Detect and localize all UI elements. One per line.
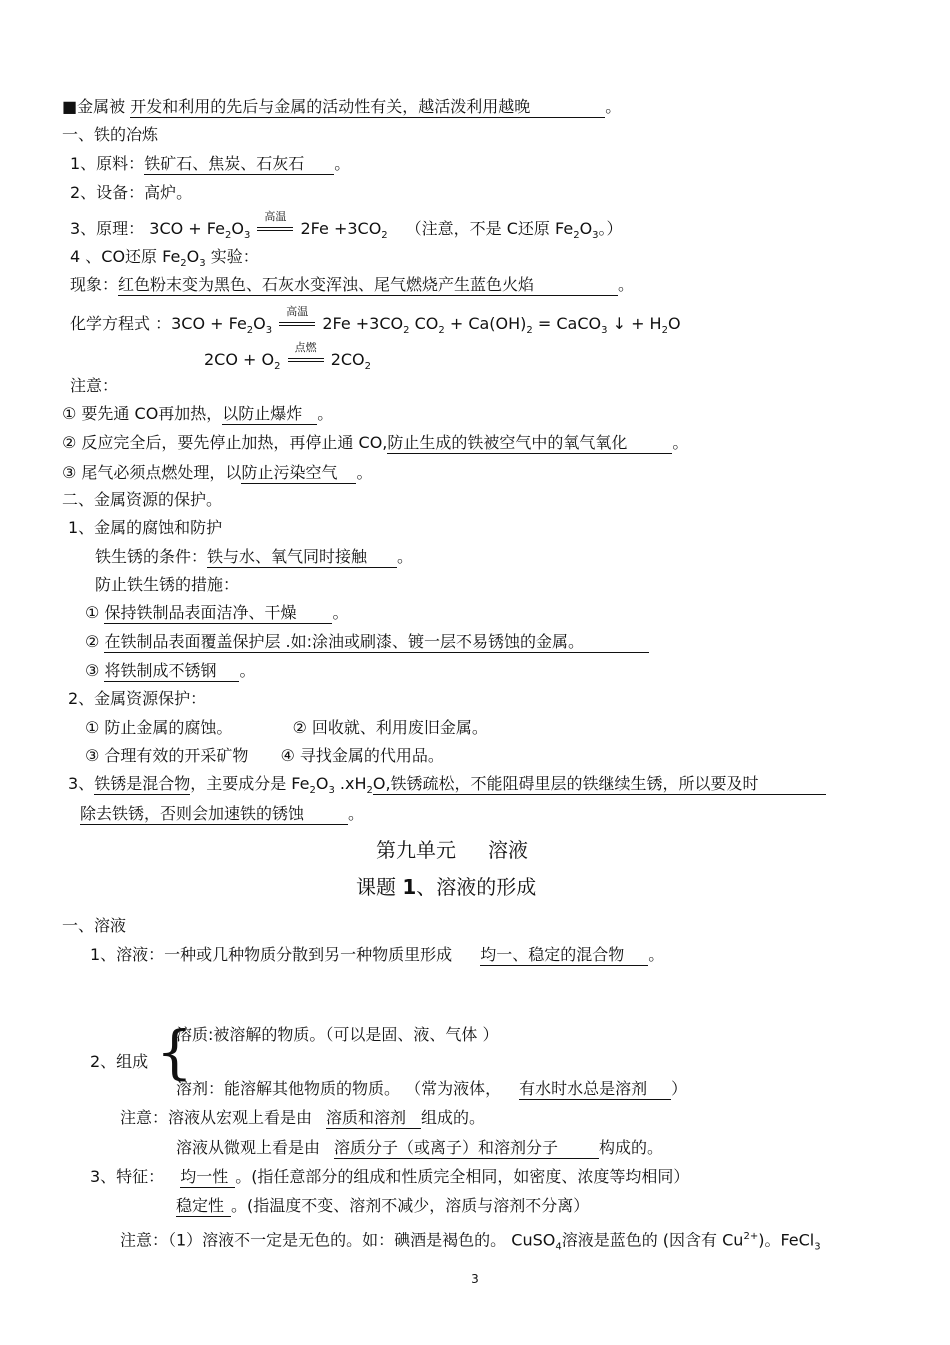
- note-item-3: ③ 尾气必须点燃处理，以防止污染空气 。: [62, 463, 373, 482]
- protection-row-1: ① 防止金属的腐蚀。 ② 回收就、利用废旧金属。: [85, 718, 488, 737]
- section-heading-3: 一、溶液: [62, 916, 127, 935]
- composition-label: 2、组成: [90, 1052, 149, 1071]
- intro-line: ■金属被 开发和利用的先后与金属的活动性有关，越活泼利用越晚 。: [62, 97, 622, 116]
- reaction-condition: 高温: [277, 313, 317, 335]
- resource-protection-heading: 2、金属资源保护：: [68, 689, 207, 708]
- principle-line: 3、原理： $3CO + Fe_2O_3$ 高温 $2Fe +3CO_2$ （注意，不是 C还原 $Fe_2O_3$。）: [70, 210, 623, 242]
- macro-note: 注意：溶液从宏观上看是由 溶质和溶剂 组成的。: [120, 1108, 486, 1127]
- unit-title: 第九单元 溶液: [376, 838, 528, 862]
- subsection-heading: 1、金属的腐蚀和防护: [68, 518, 223, 537]
- feature-line-1: 3、特征： 均一性 。(指任意部分的组成和性质完全相同，如密度、浓度等均相同）: [90, 1167, 690, 1186]
- equation-line: 化学方程式 ：$3CO + Fe_2O_3$ 高温 $2Fe +3CO_2$ $CO_2 + Ca(OH)_2$ = CaCO$_3$ ↓ + $H_2O$: [70, 305, 681, 337]
- rust-condition-line: 铁生锈的条件：铁与水、氧气同时接触 。: [95, 547, 414, 566]
- solution-definition: 1、溶液：一种或几种物质分散到另一种物质里形成 均一、稳定的混合物 。: [90, 945, 665, 964]
- section-heading: 一、铁的冶炼: [62, 125, 159, 144]
- experiment-line: 4 、CO还原 $Fe_2O_3$ 实验：: [70, 247, 259, 270]
- rust-line-2: 除去铁锈，否则会加速铁的锈蚀 。: [80, 804, 365, 823]
- color-note: 注意：（1）溶液不一定是无色的。如：碘酒是褐色的。 CuSO$_4$溶液是蓝色的 (因含有 $Cu^{2+}$)。FeCl$_3$: [120, 1230, 821, 1253]
- note-item-2: ② 反应完全后，要先停止加热，再停止通 CO,防止生成的铁被空气中的氧气氧化 。: [62, 433, 689, 452]
- prevention-item-2: ② 在铁制品表面覆盖保护层 .如:涂油或刷漆、镀一层不易锈蚀的金属。: [85, 631, 649, 653]
- equipment-line: 2、设备：高炉。: [70, 183, 193, 202]
- feature-line-2: 稳定性 。(指温度不变、溶剂不减少，溶质与溶剂不分离）: [176, 1196, 590, 1215]
- prevention-item-3: ③ 将铁制成不锈钢 。: [85, 661, 256, 680]
- page-number: 3: [471, 1272, 479, 1286]
- lesson-title: 课题 1、溶液的形成: [356, 875, 537, 899]
- rust-line: 3、铁锈是混合物，主要成分是 $Fe_2O_3$ $.xH_2O$,铁锈疏松，不能阻碍里层的铁继续生锈，所以要及时: [68, 773, 826, 802]
- protection-row-2: ③ 合理有效的开采矿物 ④ 寻找金属的代用品。: [85, 746, 444, 765]
- solute-line: 溶质:被溶解的物质。（可以是固、液、气体 ）: [176, 1025, 499, 1044]
- note-label: 注意：: [70, 376, 119, 395]
- micro-note: 溶液从微观上看是由 溶质分子（或离子）和溶剂分子 构成的。: [176, 1138, 664, 1157]
- reaction-condition: 高温: [255, 218, 295, 240]
- prevention-heading: 防止铁生锈的措施：: [95, 575, 240, 594]
- brace-icon: {: [156, 1018, 193, 1086]
- section-heading-2: 二、金属资源的保护。: [62, 490, 223, 509]
- equation-line-2: $2CO + O_2$ 点燃 $2CO_2$: [204, 341, 372, 373]
- note-item-1: ① 要先通 CO再加热，以防止爆炸 。: [62, 404, 334, 423]
- prevention-item-1: ① 保持铁制品表面洁净、干燥 。: [85, 603, 349, 622]
- reaction-condition: 点燃: [286, 349, 326, 371]
- phenomenon-line: 现象：红色粉末变为黑色、石灰水变浑浊、尾气燃烧产生蓝色火焰 。: [70, 275, 635, 294]
- materials-line: 1、原料：铁矿石、焦炭、石灰石 。: [70, 154, 351, 173]
- solvent-line: 溶剂：能溶解其他物质的物质。 （常为液体， 有水时水总是溶剂 ）: [176, 1079, 688, 1098]
